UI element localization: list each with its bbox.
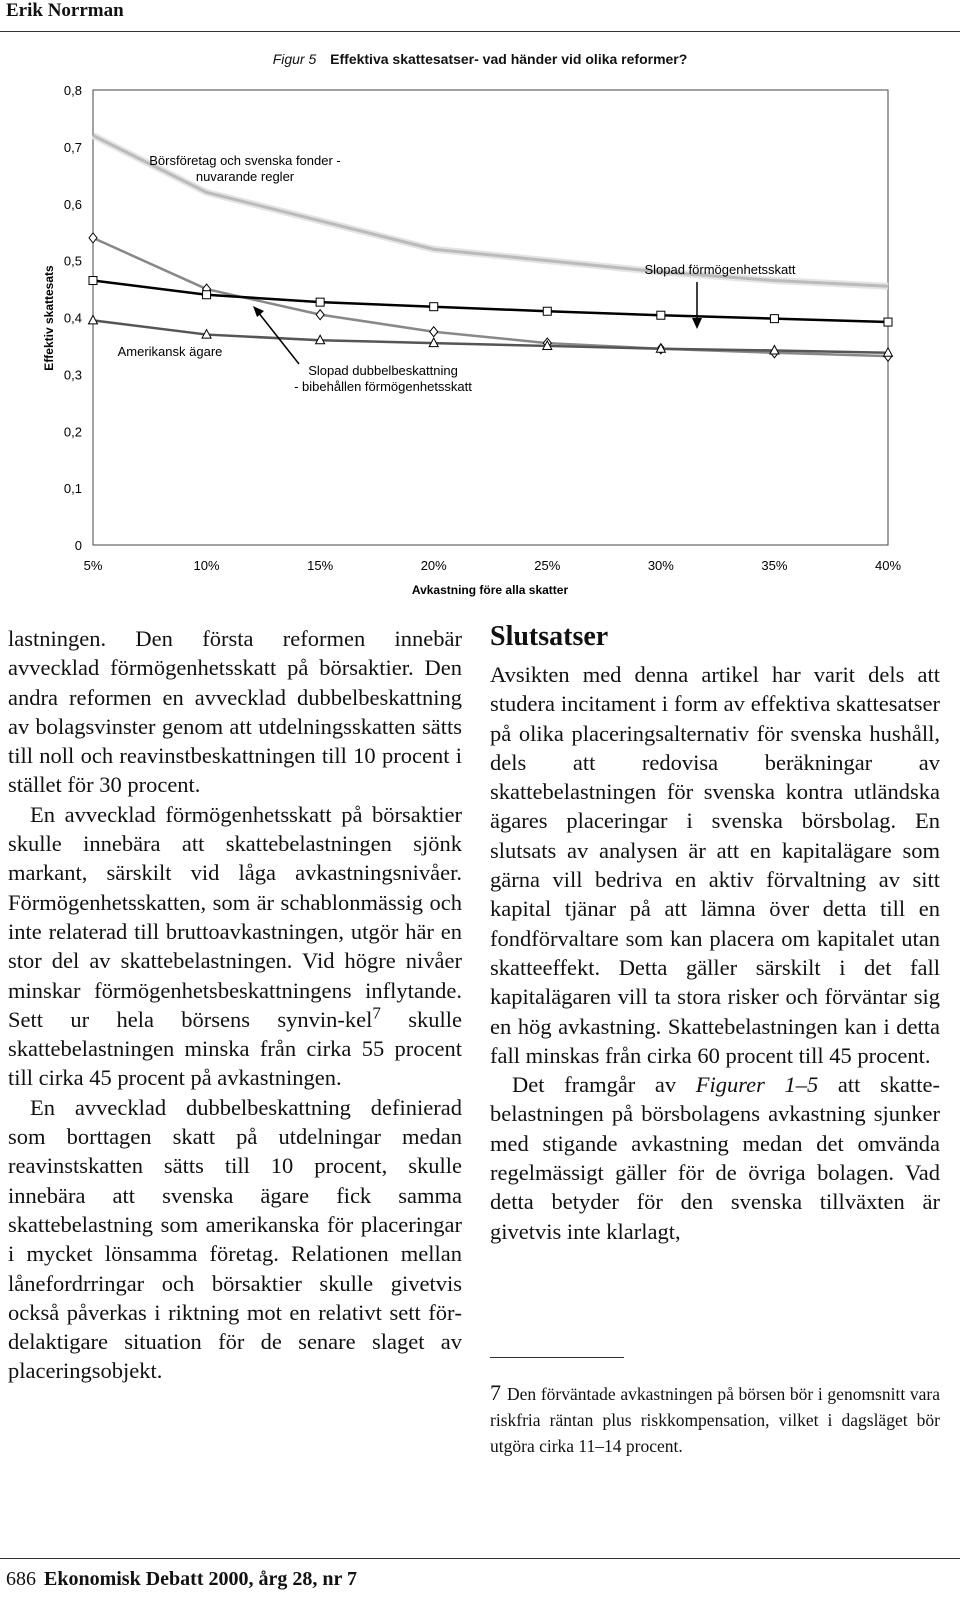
x-tick-label: 25%: [534, 558, 561, 573]
y-tick-label: 0,5: [63, 253, 82, 269]
right-column: [490, 620, 940, 1246]
y-tick-label: 0,7: [63, 139, 82, 155]
data-point-diamond: [430, 327, 438, 337]
arrowhead: [253, 306, 264, 317]
y-tick-label: 0: [74, 538, 82, 553]
y-tick-label: 0,3: [63, 367, 82, 383]
x-axis-title: Avkastning före alla skatter: [411, 583, 569, 597]
x-tick-label: 15%: [307, 558, 334, 573]
conclusion-paragraph-2: [490, 1070, 940, 1246]
x-tick-label: 5%: [83, 558, 103, 573]
y-tick-label: 0,1: [63, 481, 82, 497]
y-tick-label: 0,4: [63, 310, 82, 326]
footnote-reference: 7: [372, 1003, 381, 1023]
page-number: 686: [6, 1568, 36, 1590]
section-heading: Slutsatser: [490, 621, 609, 652]
data-point-square: [657, 311, 665, 319]
footnote-mark: 7: [490, 1380, 501, 1405]
footnote: [490, 1380, 940, 1459]
figure-reference: Figurer 1–5: [695, 1072, 819, 1098]
data-point-square: [770, 315, 778, 323]
body-text: kel: [344, 1006, 373, 1032]
series-line: [93, 281, 888, 323]
data-point-square: [430, 303, 438, 311]
data-point-square: [884, 318, 892, 326]
chart-annotation: nuvarande regler: [195, 169, 295, 184]
y-axis-title: Effektiv skattesats: [42, 265, 56, 371]
footnote-rule: [490, 1357, 624, 1358]
x-tick-label: 40%: [874, 558, 902, 573]
chart-annotation: Slopad dubbelbeskattning: [308, 363, 458, 378]
body-paragraph-3: En avvecklad dubbelbeskattning definierad som borttagen skatt på utdelningar medan reavinstskatten sätts till 10 procent, skulle innebära att svenska ägare fick samma skattebelastning som amerikanska för placeringar i mycket lönsamma företag. Relationen mellan lånefordrringar och börsaktier skulle givetvis också påverkas i riktning mot en relativt sett fördelaktigare situation för de senare slaget av placeringsobjekt.: [8, 1094, 462, 1384]
tax-rate-chart: [0, 70, 960, 610]
chart-annotation: Börsföretag och svenska fonder -: [149, 153, 341, 168]
data-point-square: [543, 307, 551, 315]
header-rule: [0, 31, 960, 32]
chart-annotation: - bibehållen förmögenhetsskatt: [294, 379, 472, 394]
footnote-text: Den förväntade avkastningen på börsen bör i genomsnitt vara riskfria räntan plus riskkompensation, vilket i dagsläget bör utgöra cirka 11–14 procent.: [490, 1384, 940, 1456]
y-tick-label: 0,6: [63, 196, 82, 212]
chart-annotation: Amerikansk ägare: [117, 344, 223, 359]
y-tick-label: 0,8: [63, 83, 82, 98]
left-column: [8, 624, 462, 1386]
figure-caption: [0, 51, 960, 67]
data-point-diamond: [316, 310, 324, 320]
x-tick-label: 10%: [193, 558, 220, 573]
arrowhead: [692, 318, 702, 329]
data-point-square: [203, 291, 211, 299]
x-tick-label: 30%: [647, 558, 674, 573]
footer-rule: [0, 1558, 960, 1559]
y-tick-label: 0,2: [63, 424, 82, 440]
x-tick-label: 35%: [761, 558, 788, 573]
x-tick-label: 20%: [420, 558, 447, 573]
body-text: En avvecklad förmögenhetsskatt på börsaktier skulle innebära att skattebelastningen sjönk markant, särskilt vid låga avkastningsnivåer. Förmögenhetsskatten, som är schablonmässig och inte relaterad till bruttoavkastningen, utgör här en stor del av skattebelastningen. Vid högre nivåer minskar förmögenhetsbeskattningens inflytande. Sett ur hela börsens synvin-: [8, 801, 462, 1032]
chart-annotation: Slopad förmögenhetsskatt: [644, 262, 796, 277]
figure-number: Figur 5: [272, 51, 317, 67]
data-point-square: [89, 277, 97, 285]
body-paragraph-1: lastningen. Den första reformen innebär avvecklad förmögenhetsskatt på börsaktier. Den andra reformen en avvecklad dubbelbeskattning av bolagsvinster genom att utdelningsskatten sätts till noll och reavinstbeskattningen till 10 procent i stället för 30 procent.: [8, 626, 462, 798]
body-text: skulle skattebelastningen minska från cirka 55 procent till cirka 45 procent på avkastningen.: [8, 1006, 462, 1091]
body-paragraph-2: [8, 800, 462, 1093]
page-footer: [6, 1568, 357, 1591]
body-text: att skattebelastningen på börsbolagens avkastning sjunker med stigande avkastning medan det omvända regelmässigt gäller för de övriga bolagen. Vad detta betyder för den svenska tillväxten är givetvis inte klarlagt,: [490, 1072, 940, 1244]
running-header: Erik Norrman: [6, 0, 124, 21]
body-text: Det framgår av: [512, 1072, 696, 1098]
journal-name: Ekonomisk Debatt 2000, årg 28, nr 7: [44, 1568, 357, 1590]
conclusion-paragraph-1: Avsikten med denna artikel har varit dels att studera incitament i form av effektiva skattesatser på olika placeringsalternativ för svenska hushåll, dels att redovisa beräkningar av skattebelastningen för svenska kontra utländska ägares placeringar i svenska börsbolag. En slutsats av analysen är att en kapitalägare som gärna vill bedriva en aktiv förvaltning av sitt kapital tjänar på att lämna över detta till en fondförvaltare som kan placera om kapitalet utan skatteeffekt. Detta gäller särskilt i det fall kapitalägaren vill ta stora risker och förväntar sig en hög avkastning. Skattebelastningen kan i detta fall minskas från cirka 60 procent till 45 procent.: [490, 662, 940, 1068]
data-point-square: [316, 298, 324, 306]
data-point-diamond: [89, 233, 97, 243]
figure-title: Effektiva skattesatser- vad händer vid olika reformer?: [330, 51, 688, 67]
